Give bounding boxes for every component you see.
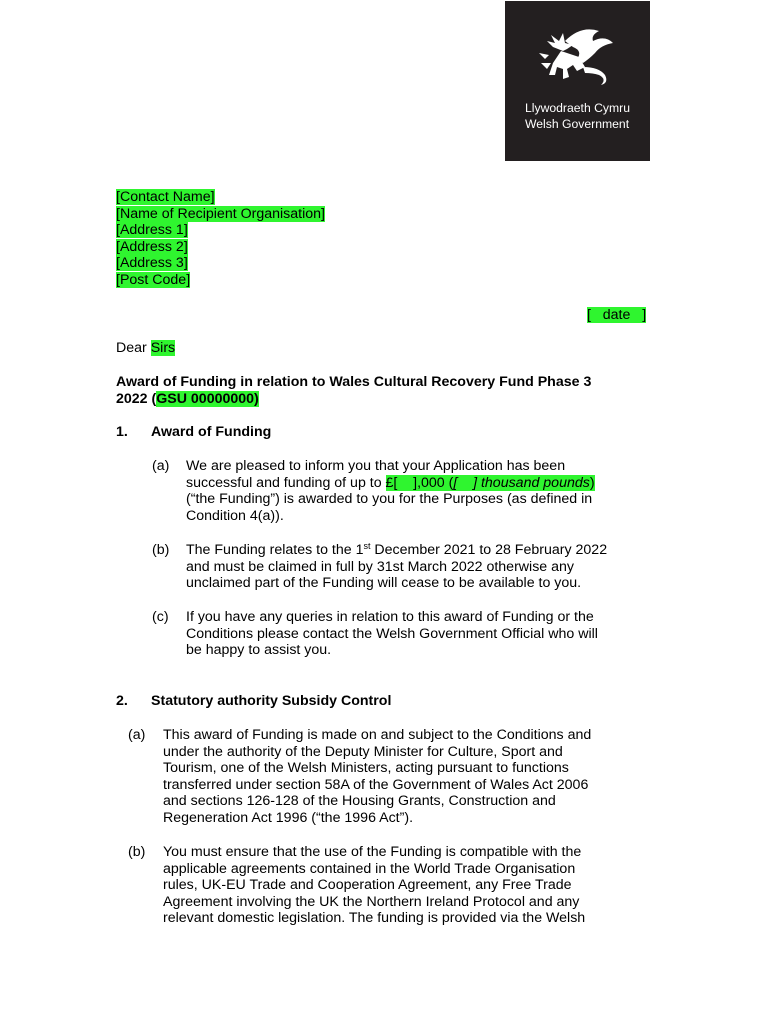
gsu-reference: GSU 00000000)	[156, 390, 259, 407]
item-line: unclaimed part of the Funding will cease to be available to you.	[186, 575, 582, 592]
item-line: Tourism, one of the Welsh Ministers, acting pursuant to functions	[163, 760, 569, 777]
item-line: successful and funding of up to	[186, 474, 386, 491]
item-line: and sections 126-128 of the Housing Grants, Construction and	[163, 793, 556, 810]
address-3-placeholder: [Address 3]	[116, 255, 188, 272]
item-line: Conditions please contact the Welsh Government Official who will	[186, 625, 598, 642]
item-line: December 2021 to 28 February 2022	[370, 542, 608, 558]
item-label: (b)	[152, 542, 170, 558]
item-line: be happy to assist you.	[186, 642, 332, 659]
amount-words-placeholder: [ ] thousand pounds	[453, 474, 590, 491]
item-line: The Funding relates to the 1	[186, 542, 364, 558]
item-line: Agreement involving the UK the Northern Ireland Protocol and any	[163, 893, 580, 910]
address-1-placeholder: [Address 1]	[116, 222, 188, 239]
item-line: You must ensure that the use of the Funding is compatible with the	[163, 844, 582, 860]
item-line: transferred under section 58A of the Government of Wales Act 2006	[163, 776, 589, 793]
item-line: Regeneration Act 1996 (“the 1996 Act”).	[163, 809, 414, 826]
letter-title-line2: 2022 (	[116, 390, 157, 407]
section-2-title: Statutory authority Subsidy Control	[151, 693, 392, 709]
item-line: under the authority of the Deputy Minister for Culture, Sport and	[163, 743, 563, 760]
item-line: Condition 4(a)).	[186, 507, 284, 524]
amount-close: )	[589, 474, 595, 491]
letter-title-line1: Award of Funding in relation to Wales Cultural Recovery Fund Phase 3	[116, 374, 592, 390]
address-2-placeholder: [Address 2]	[116, 238, 188, 255]
recipient-address	[116, 189, 325, 289]
item-label: (a)	[152, 458, 170, 474]
post-code-placeholder: [Post Code]	[116, 271, 191, 288]
item-line: If you have any queries in relation to this award of Funding or the	[186, 609, 594, 625]
item-label: (c)	[152, 609, 169, 625]
item-line: rules, UK-EU Trade and Cooperation Agreement, any Free Trade	[163, 877, 572, 894]
salutation	[116, 340, 175, 357]
salutation-dear: Dear	[116, 340, 151, 356]
letter-title	[116, 374, 676, 407]
logo-english-name: Welsh Government	[525, 117, 630, 131]
item-line: and must be claimed in full by 31st March 2022 otherwise any	[186, 558, 574, 575]
logo-welsh-name: Llywodraeth Cymru	[525, 101, 630, 115]
section-2-number: 2.	[116, 693, 128, 709]
item-line: applicable agreements contained in the World Trade Organisation	[163, 860, 576, 877]
item-line: relevant domestic legislation. The funding is provided via the Welsh	[163, 910, 586, 927]
section-1-title: Award of Funding	[151, 424, 272, 440]
welsh-dragon-icon	[533, 23, 623, 95]
section-1-heading	[116, 424, 271, 441]
contact-name-placeholder: [Contact Name]	[116, 189, 215, 205]
date-placeholder: [ date ]	[587, 307, 647, 323]
section-2-heading	[116, 693, 391, 710]
ordinal-suffix: st	[363, 541, 371, 551]
item-label: (b)	[128, 844, 146, 860]
welsh-government-logo	[505, 1, 650, 161]
item-line: (“the Funding”) is awarded to you for the Purposes (as defined in	[186, 491, 593, 508]
item-label: (a)	[128, 727, 146, 743]
salutation-name: Sirs	[150, 340, 176, 356]
date-line	[587, 307, 646, 324]
amount-placeholder: £[ ],000 (	[385, 474, 454, 491]
organisation-placeholder: [Name of Recipient Organisation]	[116, 205, 325, 222]
section-1-number: 1.	[116, 424, 128, 440]
item-line: This award of Funding is made on and subject to the Conditions and	[163, 727, 592, 743]
item-line: We are pleased to inform you that your Application has been	[186, 458, 566, 474]
